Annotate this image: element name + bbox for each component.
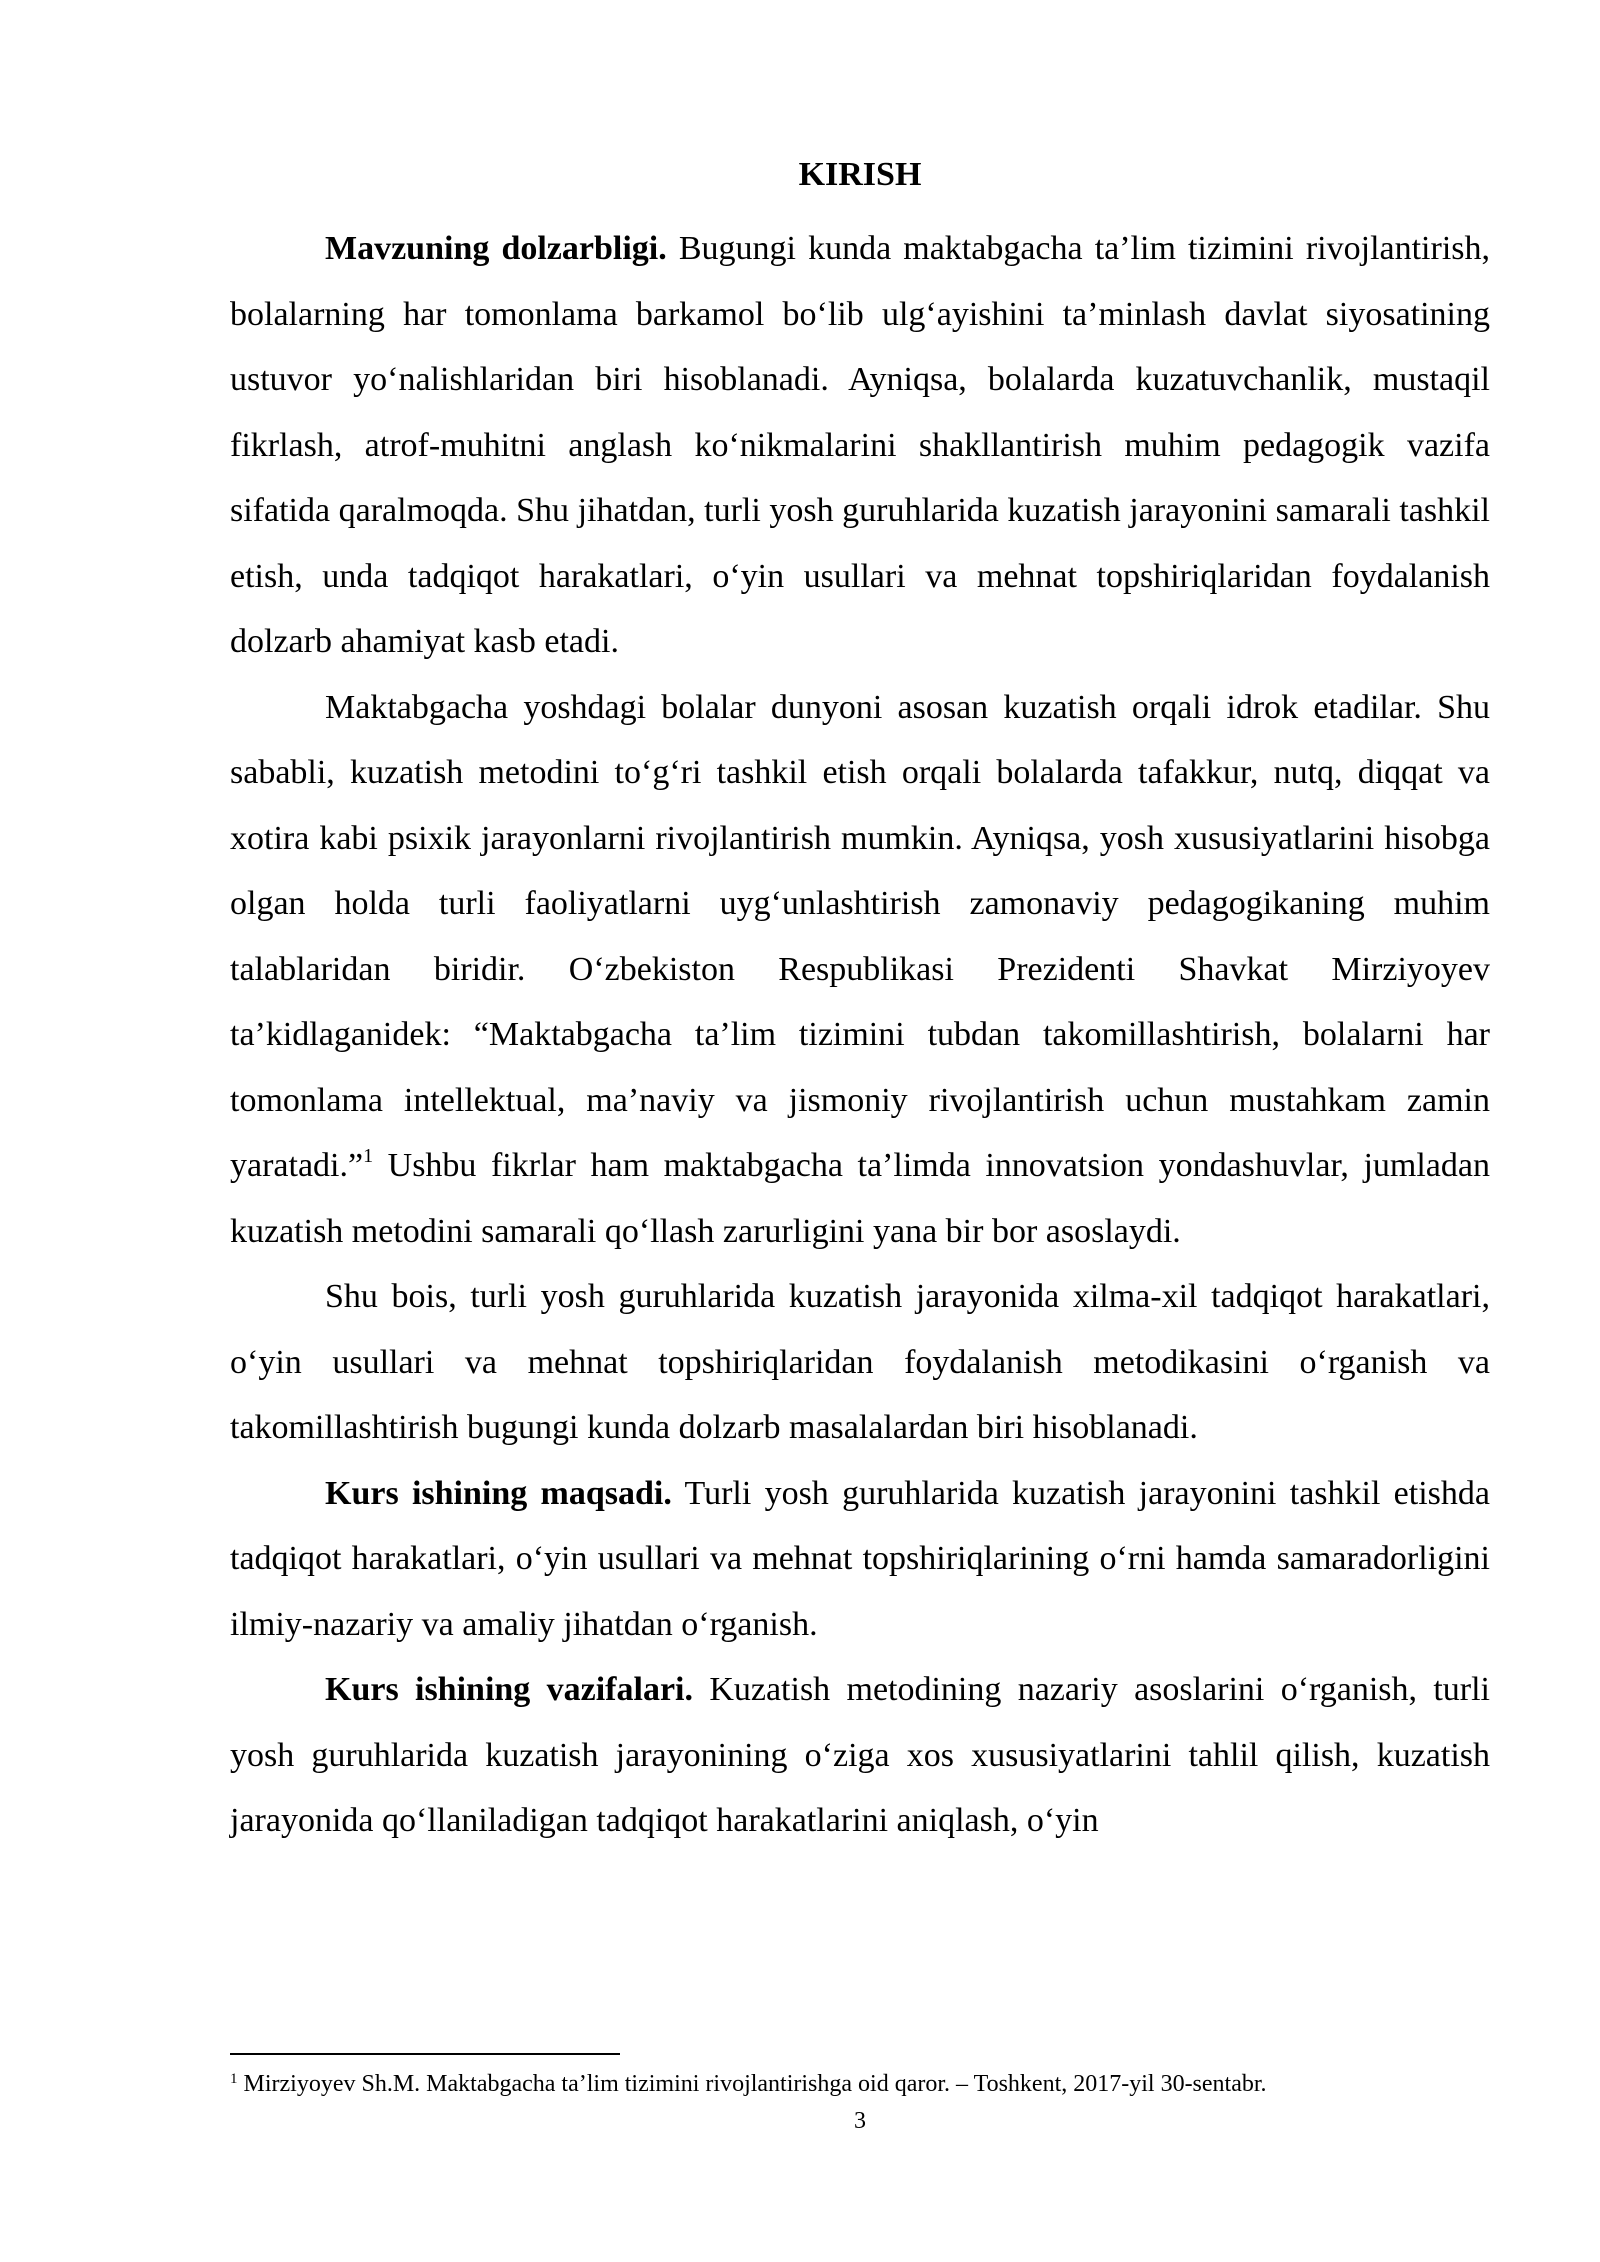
footnote-reference[interactable]: 1 <box>363 1145 374 1167</box>
paragraph-text: Shu bois, turli yosh guruhlarida kuzatish jarayonida xilma-xil tadqiqot harakatlari, o‘yin usullari va mehnat topshiriqlaridan foydalanish metodikasini o‘rganish va takomillashtirish bugungi kunda dolzarb masalalardan biri hisoblanadi. <box>230 1278 1490 1446</box>
paragraph-methodology <box>230 1264 1490 1461</box>
footnote-text: Mirziyoyev Sh.M. Maktabgacha ta’lim tizimini rivojlantirishga oid qaror. – Toshkent, 2017-yil 30-sentabr. <box>237 2071 1267 2097</box>
paragraph-observation <box>230 675 1490 1265</box>
paragraph-text: Maktabgacha yoshdagi bolalar dunyoni asosan kuzatish orqali idrok etadilar. Shu sababli, kuzatish metodini to‘g‘ri tashkil etish orqali bolalarda tafakkur, nutq, diqqat va xotira kabi psixik jarayonlarni rivojlantirish mumkin. Ayniqsa, yosh xususiyatlarini hisobga olgan holda turli faoliyatlarni uyg‘unlashtirish zamonaviy pedagogikaning muhim talablaridan biridir. O‘zbekiston Respublikasi Prezidenti Shavkat Mirziyoyev ta’kidlaganidek: “Maktabgacha ta’lim tizimini tubdan takomillashtirish, bolalarni har tomonlama intellektual, ma’naviy va jismoniy rivojlantirish uchun mustahkam zamin yaratadi.” <box>230 688 1490 1184</box>
paragraph-text: Kuzatish metodining nazariy asoslarini o‘rganish, turli yosh guruhlarida kuzatish jarayonining o‘ziga xos xususiyatlarini tahlil qilish, kuzatish jarayonida qo‘llaniladigan tadqiqot harakatlarini aniqlash, o‘yin <box>230 1671 1490 1839</box>
footnote-marker: 1 <box>230 2071 238 2087</box>
page-number: 3 <box>854 2108 866 2134</box>
section-title: KIRISH <box>798 156 922 193</box>
paragraph-lead: Kurs ishining vazifalari. <box>325 1671 693 1708</box>
paragraph-relevance <box>230 216 1490 675</box>
paragraph-goal <box>230 1461 1490 1658</box>
paragraph-text: Turli yosh guruhlarida kuzatish jarayonini tashkil etishda tadqiqot harakatlari, o‘yin usullari va mehnat topshiriqlarining o‘rni hamda samaradorligini ilmiy-nazariy va amaliy jihatdan o‘rganish. <box>230 1474 1490 1643</box>
footnote <box>230 2068 1490 2100</box>
paragraph-lead: Mavzuning dolzarbligi. <box>325 230 667 267</box>
paragraph-text: Ushbu fikrlar ham maktabgacha ta’limda innovatsion yondashuvlar, jumladan kuzatish metodini samarali qo‘llash zarurligini yana bir bor asoslaydi. <box>230 1147 1490 1250</box>
paragraph-tasks <box>230 1657 1490 1854</box>
document-page <box>230 150 1490 1854</box>
paragraph-text: Bugungi kunda maktabgacha ta’lim tizimini rivojlantirish, bolalarning har tomonlama barkamol bo‘lib ulg‘ayishini ta’minlash davlat siyosatining ustuvor yo‘nalishlaridan biri hisoblanadi. Ayniqsa, bolalarda kuzatuvchanlik, mustaqil fikrlash, atrof-muhitni anglash ko‘nikmalarini shakllantirish muhim pedagogik vazifa sifatida qaralmoqda. Shu jihatdan, turli yosh guruhlarida kuzatish jarayonini samarali tashkil etish, unda tadqiqot harakatlari, o‘yin usullari va mehnat topshiriqlaridan foydalanish dolzarb ahamiyat kasb etadi. <box>230 230 1490 660</box>
footnote-separator <box>230 2053 620 2055</box>
paragraph-lead: Kurs ishining maqsadi. <box>325 1474 672 1512</box>
